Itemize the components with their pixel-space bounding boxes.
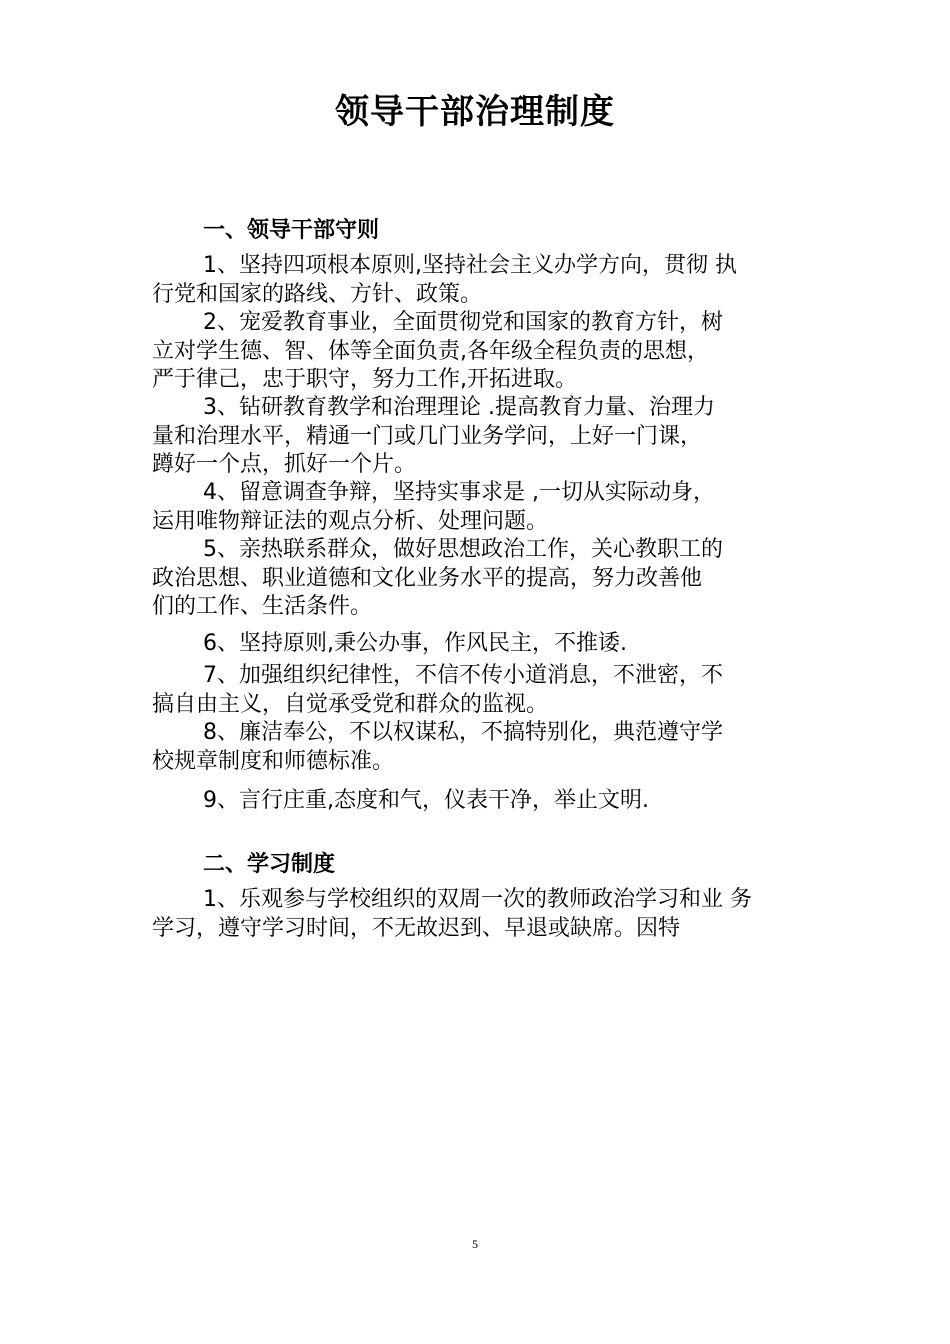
paragraph-line: 行党和国家的路线、方针、政策。 [152,281,483,307]
paragraph-line: 量和治理水平，精通一门或几门业务学问，上好一门课， [152,423,703,449]
paragraph-line: 6、坚持原则,秉公办事，作风民主，不推诿. [203,631,627,656]
page-number: 5 [472,1237,478,1251]
rule-item-4 [152,479,812,536]
rule-item-8 [152,719,812,776]
rule-item-9 [152,787,812,816]
paragraph-line: 搞自由主义，自觉承受党和群众的监视。 [152,691,549,717]
paragraph-line: 们的工作、生活条件。 [152,594,373,619]
rule-item-6 [152,630,812,659]
paragraph-line: 学习，遵守学习时间，不无故迟到、早退或缺席。因特 [152,915,681,941]
paragraph-line: 严于律己，忠于职守，努力工作,开拓进取。 [152,367,577,392]
paragraph-line: 蹲好一个点，抓好一个片。 [152,452,417,477]
paragraph-line: 立对学生德、智、体等全面负责,各年级全程负责的思想， [152,338,709,364]
section-heading-rules: 一、领导干部守则 [203,218,380,243]
rule-item-3 [152,394,812,480]
paragraph-line: 9、言行庄重,态度和气，仪表干净，举止文明. [203,788,649,813]
section-heading-study: 二、学习制度 [203,852,336,877]
rule-item-2 [152,309,812,395]
rule-item-7 [152,662,812,719]
paragraph-line: 2、宠爱教育事业，全面贯彻党和国家的教育方针，树 [203,310,723,335]
paragraph-line: 运用唯物辩证法的观点分析、处理问题。 [152,508,549,534]
paragraph-line: 政治思想、职业道德和文化业务水平的提高，努力改善他 [152,565,703,591]
study-item-1 [152,886,812,943]
rule-item-1 [152,252,812,309]
paragraph-line: 3、钻研教育教学和治理理论 .提高教育力量、治理力 [203,395,715,420]
rule-item-5 [152,536,812,622]
paragraph-line: 校规章制度和师德标准。 [152,748,395,774]
paragraph-line: 5、亲热联系群众，做好思想政治工作，关心教职工的 [203,537,723,562]
paragraph-line: 7、加强组织纪律性，不信不传小道消息，不泄密，不 [203,663,723,688]
paragraph-line: 4、留意调查争辩，坚持实事求是 ,一切从实际动身， [203,480,715,505]
paragraph-line: 8、廉洁奉公，不以权谋私，不搞特别化，典范遵守学 [203,720,723,745]
paragraph-line: 1、坚持四项根本原则,坚持社会主义办学方向，贯彻 执 [203,253,737,278]
page-title: 领导干部治理制度 [335,92,615,132]
paragraph-line: 1、乐观参与学校组织的双周一次的教师政治学习和业 务 [203,887,752,912]
